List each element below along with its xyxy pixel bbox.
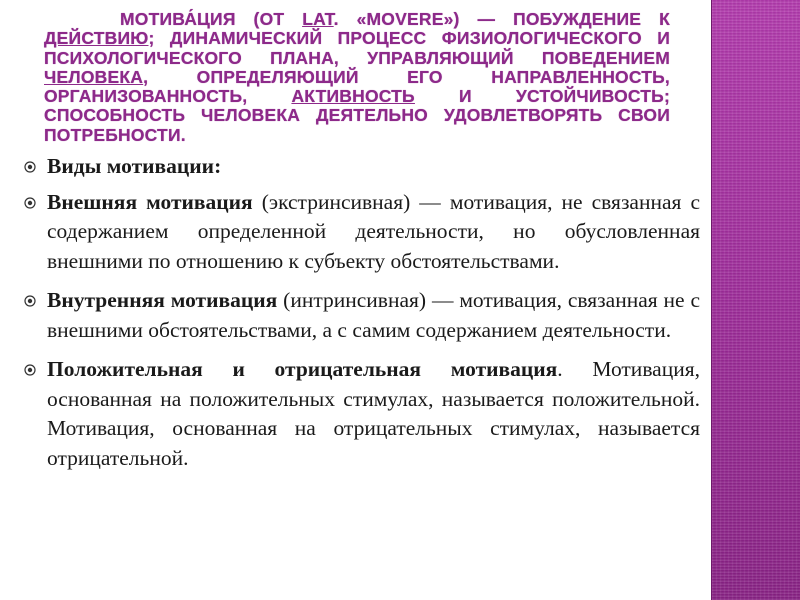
circled-dot-icon [24,161,36,173]
title-part-3: ; ДИНАМИЧЕСКИЙ ПРОЦЕСС ФИЗИОЛОГИЧЕСКОГО И ПСИХОЛОГИЧЕСКОГО ПЛАНА, УПРАВЛЯЮЩИЙ ПОВЕДЕНИЕМ [44,28,670,68]
title-link-activity[interactable]: АКТИВНОСТЬ [291,86,415,107]
title-part-4: , ОПРЕДЕЛЯЮЩИЙ ЕГО НАПРАВЛЕННОСТЬ, ОРГАНИЗОВАННОСТЬ, [44,66,670,107]
bullet-bold: Виды мотивации: [47,154,222,178]
decorative-sidebar [712,0,800,600]
slide-title [44,10,670,145]
bullet-item-internal [22,286,700,345]
sidebar-edge [705,0,712,600]
bullet-list [22,152,700,483]
bullet-text: (экстринсивная) — мотивация, не связанная с содержанием определенной деятельности, но обусловленная внешними по отношению к субъекту обстоятельствами. [47,189,701,273]
circled-dot-icon [24,295,36,307]
bullet-text: (интринсивная) — мотивация, связанная не с внешними обстоятельствами, а с самим содержанием деятельности. [47,288,701,342]
title-part-5: И УСТОЙЧИВОСТЬ; СПОСОБНОСТЬ ЧЕЛОВЕКА ДЕЯТЕЛЬНО УДОВЛЕТВОРЯТЬ СВОИ ПОТРЕБНОСТИ. [44,86,670,145]
title-link-human[interactable]: ЧЕЛОВЕКА [44,66,144,87]
bullet-bold: Положительная и отрицательная мотивация [47,357,558,381]
bullet-item-positive-negative [22,355,700,473]
bullet-text: . Мотивация, основанная на положительных стимулах, называется положительной. Мотивация, основанная на отрицательных стимулах, называется отрицательной. [47,357,701,470]
bullet-item-types [22,152,700,182]
bullet-item-external [22,188,700,277]
title-link-action[interactable]: ДЕЙСТВИЮ [44,28,149,49]
bullet-bold: Внутренняя мотивация [47,288,278,312]
circled-dot-icon [24,197,36,209]
title-part-1: МОТИВА́ЦИЯ (ОТ [120,9,303,29]
title-part-2: . «MOVERE») — ПОБУЖДЕНИЕ К [333,9,670,29]
title-link-lat[interactable]: LAT [302,9,334,29]
circled-dot-icon [24,364,36,376]
bullet-bold: Внешняя мотивация [47,189,253,214]
